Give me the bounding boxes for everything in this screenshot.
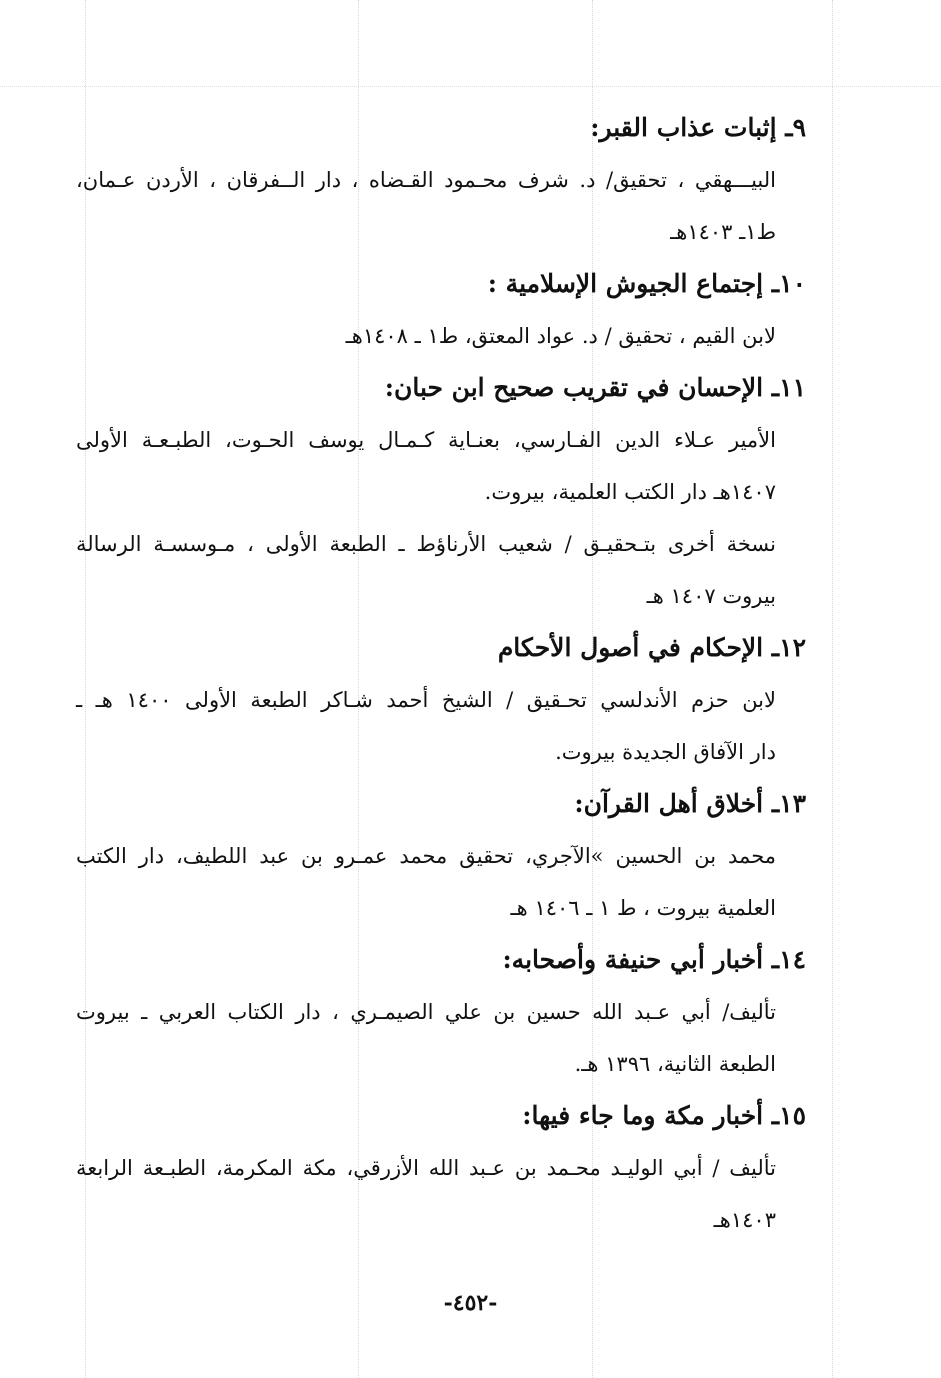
entry-heading: ١٣ـ أخلاق أهل القرآن: [574, 789, 806, 818]
entry-heading: ١٥ـ أخبار مكة وما جاء فيها: [522, 1101, 806, 1130]
faint-guide-line [832, 0, 833, 1378]
entry-line: بيروت ١٤٠٧ هـ [646, 584, 776, 608]
entry-line: نسخة أخرى بتـحقيـق / شعيب الأرناؤط ـ الطبعة الأولى ، مـوسسـة الرسالة [76, 532, 776, 556]
entry-line: محمد بن الحسين »الآجري، تحقيق محمد عمـرو بن عبد اللطيف، دار الكتب [76, 844, 776, 868]
bibliography-entry-9 [76, 102, 806, 258]
entry-line: العلمية بيروت ، ط ١ ـ ١٤٠٦ هـ [510, 896, 776, 920]
bibliography-entry-12 [76, 622, 806, 778]
entry-line: دار الآفاق الجديدة بيروت. [555, 740, 776, 764]
entry-heading: ١٠ـ إجتماع الجيوش الإسلامية : [487, 269, 806, 298]
page-number: -٤٥٢- [443, 1290, 498, 1316]
entry-line: لابن القيم ، تحقيق / د. عواد المعتق، ط١ ـ ١٤٠٨هـ [345, 324, 776, 348]
entry-line: ١٤٠٧هـ دار الكتب العلمية، بيروت. [484, 480, 776, 504]
entry-line: البيـــهقي ، تحقيق/ د. شرف محـمود القـضاه ، دار الــفرقان ، الأردن عـمان، [76, 168, 776, 192]
bibliography-entry-10 [106, 258, 806, 362]
entry-heading: ١٤ـ أخبار أبي حنيفة وأصحابه: [502, 945, 806, 974]
bibliography-entry-14 [76, 934, 806, 1090]
bibliography-list [76, 102, 806, 1246]
entry-line: الطبعة الثانية، ١٣٩٦ هـ. [574, 1052, 776, 1076]
entry-line: الأمير عـلاء الدين الفـارسي، بعنـاية كـمـال يوسف الحـوت، الطبـعـة الأولى [76, 428, 776, 452]
entry-heading: ١٢ـ الإحكام في أصول الأحكام [497, 633, 806, 662]
entry-line: ١٤٠٣هـ [713, 1208, 776, 1232]
bibliography-entry-13 [76, 778, 806, 934]
bibliography-entry-11 [76, 362, 806, 622]
entry-line: تأليف / أبي الوليـد محـمد بن عـبد الله الأزرقي، مكة المكرمة، الطبـعة الرابعة [76, 1156, 776, 1180]
entry-heading: ٩ـ إثبات عذاب القبر: [590, 113, 806, 142]
entry-line: تأليف/ أبي عـبد الله حسين بن علي الصيمـري ، دار الكتاب العربي ـ بيروت [76, 1000, 776, 1024]
entry-heading: ١١ـ الإحسان في تقريب صحيح ابن حبان: [384, 373, 806, 402]
entry-line: لابن حزم الأندلسي تحـقيق / الشيخ أحمد شـاكر الطبعة الأولى ١٤٠٠ هـ ـ [76, 688, 777, 712]
entry-line: ط١ـ ١٤٠٣هـ [670, 220, 776, 244]
faint-guide-line [0, 86, 941, 87]
bibliography-entry-15 [76, 1090, 806, 1246]
